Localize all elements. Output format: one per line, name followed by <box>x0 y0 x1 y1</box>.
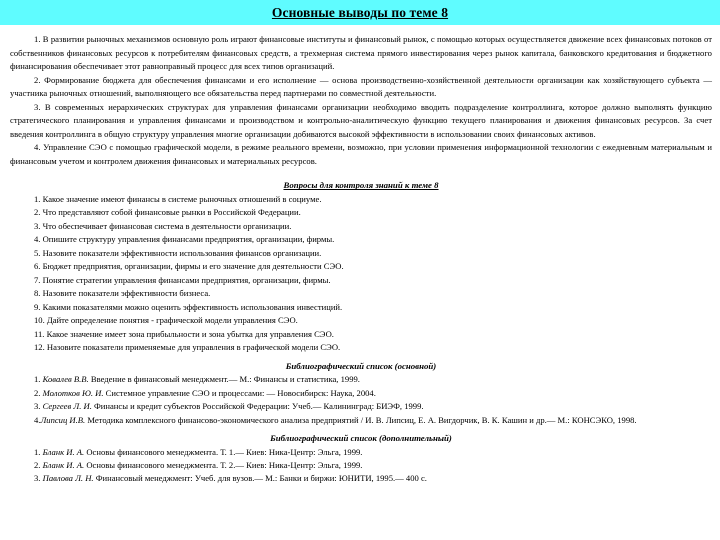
entry-number: 3. <box>34 401 41 412</box>
bibliography-extra-list <box>10 446 712 486</box>
list-item: 1. Какое значение имеют финансы в системе рыночных отношений в социуме. <box>34 193 322 204</box>
conclusion-paragraph-4: 4. Управление СЭО с помощью графической модели, в режиме реального времени, возможно, при условии применения информационной технологии с ежедневным материальным и финансовым учетом и контролем движения финансовых и материальных ресурсов. <box>10 142 712 166</box>
list-item <box>10 373 712 386</box>
slide-content <box>10 33 712 486</box>
questions-list <box>10 193 712 355</box>
entry-author: Липсиц И.В. <box>40 414 86 425</box>
list-item: 11. Какое значение имеет зона прибыльности и зона убытка для управления СЭО. <box>34 328 334 339</box>
list-item: 2. Что представляют собой финансовые рынки в Российской Федерации. <box>34 207 301 218</box>
spacer-before-questions <box>10 168 712 179</box>
entry-number: 3. <box>34 473 41 484</box>
entry-number: 4. <box>34 414 41 425</box>
entry-author: Бланк И. А. <box>42 446 85 457</box>
conclusion-paragraph-3: 3. В современных иерархических структурах для управления финансами организации необходимо вводить подразделение контроллинга, которое должно выполнять функцию стратегического планирования и управления финансами и производством и контрольно-аналитическую функцию текущего планирования и движения финансовых ресурсов. За счет введения контроллинга в общую структуру управления многие организации добиваются высокой эффективности в использовании своих финансовых активов. <box>10 101 712 139</box>
entry-text: Финансы и кредит субъектов Российской Федерации: Учеб.— Калининград: БИЭФ, 1999. <box>91 401 424 412</box>
conclusion-paragraph-2: 2. Формирование бюджета для обеспечения финансами и его исполнение — основа производственно-хозяйственной деятельности организации как хозяйствующего субъекта — участника рыночных отношений, выполняющего все обязательства перед партнерами по совместной деятельности. <box>10 74 712 99</box>
entry-author: Бланк И. А. <box>42 460 85 470</box>
bibliography-main-heading: Библиографический список (основной) <box>285 360 437 371</box>
list-item <box>10 414 712 427</box>
entry-author: Молотков Ю. И. <box>42 387 104 398</box>
entry-text: Финансовый менеджмент: Учеб. для вузов.— М.: Банки и биржи: ЮНИТИ, 1995.— 400 с. <box>93 473 427 484</box>
list-item: 7. Понятие стратегии управления финансами предприятия, организации, фирмы. <box>34 274 331 285</box>
list-item: 4. Опишите структуру управления финансами предприятия, организации, фирмы. <box>34 234 335 245</box>
page-title: Основные выводы по теме 8 <box>271 4 449 20</box>
list-item: 8. Назовите показатели эффективности бизнеса. <box>34 288 211 299</box>
entry-text: Основы финансового менеджмента. Т. 2.— Киев: Ника-Центр: Эльга, 1999. <box>84 460 363 470</box>
entry-number: 1. <box>34 446 41 457</box>
conclusion-paragraph-1: 1. В развитии рыночных механизмов основную роль играют финансовые институты и финансовый рынок, с помощью которых осуществляется движение всех финансовых потоков от собственников финансовых ресурсов к потребителям финансовых средств, а трехмерная система прямого инвестирования через рынок капитала, банковского кредитования и бюджетного финансирования обеспечивает этот равноправный процесс для всех типов организаций. <box>10 34 712 72</box>
entry-author: Павлова Л. Н. <box>42 473 94 484</box>
list-item: 12. Назовите показатели применяемые для управления в графической модели СЭО. <box>34 342 341 353</box>
list-item: 9. Какими показателями можно оценить эффективность использования инвестиций. <box>34 301 343 312</box>
questions-heading: Вопросы для контроля знаний к теме 8 <box>283 180 439 191</box>
list-item <box>10 387 712 400</box>
entry-text: Системное управление СЭО и процессами: — Новосибирск: Наука, 2004. <box>103 387 376 398</box>
entry-author: Ковалев В.В. <box>42 374 89 385</box>
list-item <box>10 400 712 413</box>
entry-text: Методика комплексного финансово-экономического анализа предприятий / И. В. Липсиц, Е. А. Вигдорчик, В. К. Кашин и др.— М.: КОНСЭКО, 1998. <box>85 414 637 425</box>
list-item <box>10 459 712 472</box>
entry-text: Введение в финансовый менеджмент.— М.: Финансы и статистика, 1999. <box>88 374 360 385</box>
list-item <box>10 446 712 459</box>
entry-author: Сергеев Л. И. <box>42 401 92 412</box>
entry-number: 2. <box>34 460 41 470</box>
list-item: 10. Дайте определение понятия - графической модели управления СЭО. <box>34 315 298 326</box>
bibliography-main-list <box>10 373 712 427</box>
title-banner <box>0 0 720 25</box>
list-item: 3. Что обеспечивает финансовая система в деятельности организации. <box>34 220 292 231</box>
list-item: 6. Бюджет предприятия, организации, фирмы и его значение для деятельности СЭО. <box>34 261 344 272</box>
entry-number: 1. <box>34 374 41 385</box>
entry-text: Основы финансового менеджмента. Т. 1.— Киев: Ника-Центр: Эльга, 1999. <box>84 446 363 457</box>
list-item <box>10 472 712 485</box>
list-item: 5. Назовите показатели эффективности использования финансов организации. <box>34 247 322 258</box>
bibliography-extra-heading: Библиографический список (дополнительный) <box>270 433 452 444</box>
entry-number: 2. <box>34 387 41 398</box>
